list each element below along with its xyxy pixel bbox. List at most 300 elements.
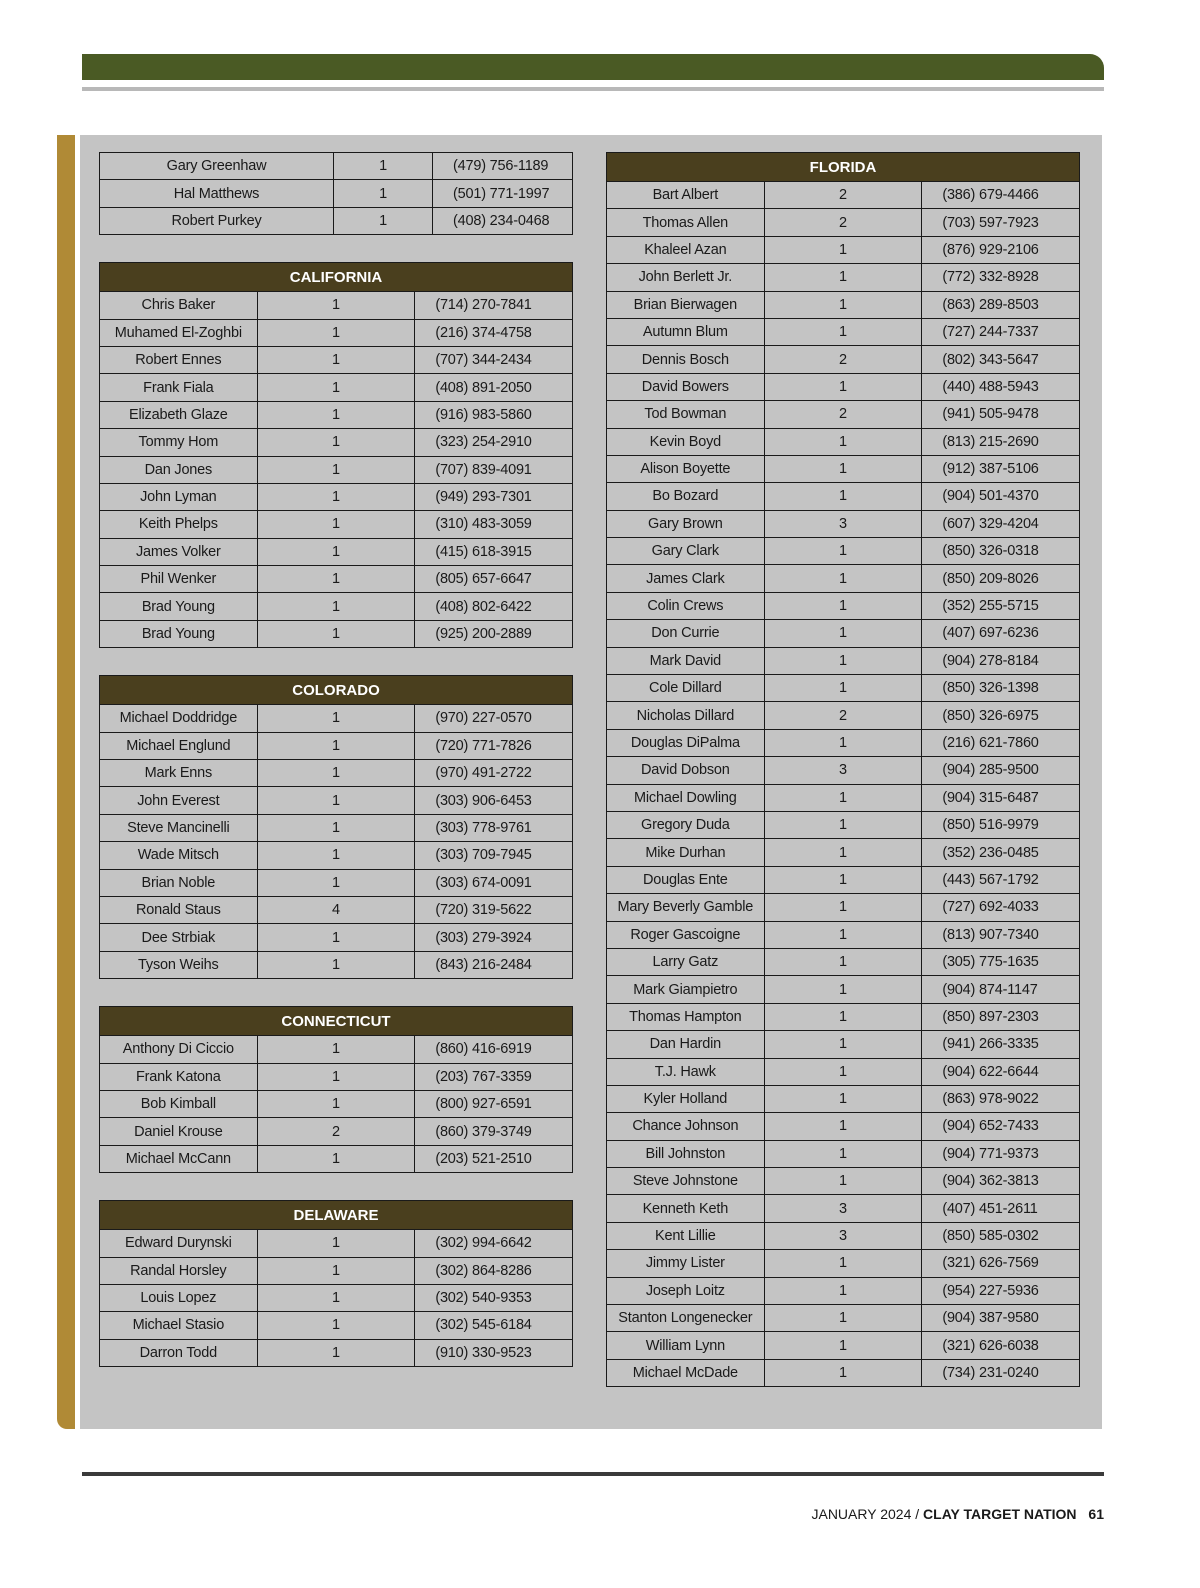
- contact-phone: (734) 231-0240: [922, 1359, 1080, 1386]
- contact-count: 1: [334, 207, 433, 234]
- contact-count: 1: [257, 538, 415, 565]
- contact-count: 1: [764, 811, 922, 838]
- contact-name: Keith Phelps: [100, 511, 258, 538]
- contact-phone: (850) 326-1398: [922, 675, 1080, 702]
- state-header: CALIFORNIA: [100, 263, 573, 292]
- table-row: [607, 318, 1080, 345]
- contact-phone: (904) 501-4370: [922, 483, 1080, 510]
- table-row: [607, 291, 1080, 318]
- table-row: [100, 814, 573, 841]
- contact-phone: (386) 679-4466: [922, 182, 1080, 209]
- table-row: [100, 951, 573, 978]
- contact-name: Dan Hardin: [607, 1031, 765, 1058]
- contact-count: 1: [764, 647, 922, 674]
- table-row: [100, 787, 573, 814]
- contact-phone: (904) 622-6644: [922, 1058, 1080, 1085]
- state-table-florida: [606, 152, 1080, 1387]
- contact-count: 1: [257, 1063, 415, 1090]
- contact-name: Anthony Di Ciccio: [100, 1036, 258, 1063]
- contact-phone: (850) 585-0302: [922, 1222, 1080, 1249]
- contact-phone: (860) 379-3749: [415, 1118, 573, 1145]
- contact-count: 1: [764, 729, 922, 756]
- table-row: [607, 1003, 1080, 1030]
- contact-phone: (904) 652-7433: [922, 1113, 1080, 1140]
- contact-count: 2: [764, 401, 922, 428]
- table-row: [607, 866, 1080, 893]
- contact-count: 1: [764, 1250, 922, 1277]
- contact-name: Douglas Ente: [607, 866, 765, 893]
- contact-phone: (850) 897-2303: [922, 1003, 1080, 1030]
- contact-count: 1: [764, 1332, 922, 1359]
- contact-count: 1: [764, 894, 922, 921]
- table-row: [607, 839, 1080, 866]
- contact-phone: (850) 326-0318: [922, 538, 1080, 565]
- contact-count: 1: [257, 593, 415, 620]
- contact-name: Mary Beverly Gamble: [607, 894, 765, 921]
- contact-count: 1: [764, 236, 922, 263]
- contact-phone: (303) 778-9761: [415, 814, 573, 841]
- contact-name: Michael McCann: [100, 1145, 258, 1172]
- contact-count: 1: [764, 565, 922, 592]
- table-row: [607, 510, 1080, 537]
- contact-phone: (727) 244-7337: [922, 318, 1080, 345]
- contact-phone: (607) 329-4204: [922, 510, 1080, 537]
- contact-phone: (813) 907-7340: [922, 921, 1080, 948]
- contact-phone: (813) 215-2690: [922, 428, 1080, 455]
- contact-name: T.J. Hawk: [607, 1058, 765, 1085]
- contact-name: Robert Purkey: [100, 207, 334, 234]
- table-row: [100, 456, 573, 483]
- table-row: [607, 1168, 1080, 1195]
- table-row: [100, 207, 573, 234]
- table-row: [100, 483, 573, 510]
- contact-name: Kyler Holland: [607, 1085, 765, 1112]
- table-row: [607, 620, 1080, 647]
- contact-phone: (440) 488-5943: [922, 373, 1080, 400]
- contact-name: Randal Horsley: [100, 1257, 258, 1284]
- contact-phone: (707) 839-4091: [415, 456, 573, 483]
- contact-count: 4: [257, 896, 415, 923]
- table-row: [100, 153, 573, 180]
- contact-phone: (904) 874-1147: [922, 976, 1080, 1003]
- contact-count: 1: [257, 346, 415, 373]
- contact-name: John Lyman: [100, 483, 258, 510]
- contact-name: Thomas Allen: [607, 209, 765, 236]
- contact-phone: (303) 709-7945: [415, 842, 573, 869]
- contact-count: 1: [764, 866, 922, 893]
- contact-name: Steve Mancinelli: [100, 814, 258, 841]
- contact-name: Gary Clark: [607, 538, 765, 565]
- table-row: [100, 896, 573, 923]
- table-row: [607, 236, 1080, 263]
- table-row: [100, 869, 573, 896]
- contact-phone: (904) 285-9500: [922, 757, 1080, 784]
- contact-count: 1: [764, 1058, 922, 1085]
- contact-count: 1: [257, 1090, 415, 1117]
- contact-name: Muhamed El-Zoghbi: [100, 319, 258, 346]
- table-row: [607, 1222, 1080, 1249]
- contact-phone: (860) 416-6919: [415, 1036, 573, 1063]
- table-row: [100, 924, 573, 951]
- table-row: [607, 1305, 1080, 1332]
- contact-name: Darron Todd: [100, 1339, 258, 1366]
- contact-name: Dennis Bosch: [607, 346, 765, 373]
- contact-name: Robert Ennes: [100, 346, 258, 373]
- table-row: [100, 842, 573, 869]
- contact-count: 1: [257, 924, 415, 951]
- table-row: [607, 702, 1080, 729]
- contact-count: 3: [764, 1195, 922, 1222]
- contact-phone: (303) 279-3924: [415, 924, 573, 951]
- contact-count: 1: [257, 511, 415, 538]
- contact-name: Gary Greenhaw: [100, 153, 334, 180]
- contact-name: Mark Enns: [100, 760, 258, 787]
- table-row: [607, 1140, 1080, 1167]
- table-row: [607, 264, 1080, 291]
- table-row: [607, 1277, 1080, 1304]
- contact-name: Brian Bierwagen: [607, 291, 765, 318]
- contact-name: Michael Stasio: [100, 1312, 258, 1339]
- contact-phone: (949) 293-7301: [415, 483, 573, 510]
- contact-count: 2: [764, 702, 922, 729]
- contact-count: 1: [764, 1031, 922, 1058]
- contact-name: David Dobson: [607, 757, 765, 784]
- contact-name: Autumn Blum: [607, 318, 765, 345]
- contact-count: 1: [764, 373, 922, 400]
- contact-phone: (303) 906-6453: [415, 787, 573, 814]
- contact-name: Edward Durynski: [100, 1230, 258, 1257]
- contact-name: Dee Strbiak: [100, 924, 258, 951]
- header-color-bar: [82, 54, 1104, 80]
- table-row: [607, 373, 1080, 400]
- contact-count: 1: [257, 566, 415, 593]
- contact-count: 1: [764, 1168, 922, 1195]
- table-row: [607, 1031, 1080, 1058]
- contact-phone: (323) 254-2910: [415, 429, 573, 456]
- contact-phone: (707) 344-2434: [415, 346, 573, 373]
- table-row: [607, 976, 1080, 1003]
- table-row: [607, 1085, 1080, 1112]
- contact-count: 1: [764, 1085, 922, 1112]
- table-row: [607, 1195, 1080, 1222]
- contact-name: Wade Mitsch: [100, 842, 258, 869]
- contact-name: Larry Gatz: [607, 948, 765, 975]
- contact-phone: (310) 483-3059: [415, 511, 573, 538]
- contact-phone: (970) 491-2722: [415, 760, 573, 787]
- contact-name: Gary Brown: [607, 510, 765, 537]
- contact-phone: (216) 621-7860: [922, 729, 1080, 756]
- contact-count: 1: [764, 620, 922, 647]
- state-table-delaware: [99, 1200, 573, 1367]
- side-accent-strip: [57, 135, 75, 1429]
- table-row: [100, 1063, 573, 1090]
- contact-count: 1: [257, 1257, 415, 1284]
- table-row: [100, 732, 573, 759]
- contact-name: Dan Jones: [100, 456, 258, 483]
- table-row: [100, 705, 573, 732]
- table-row: [607, 346, 1080, 373]
- table-row: [607, 675, 1080, 702]
- contact-name: Michael Englund: [100, 732, 258, 759]
- table-row: [607, 565, 1080, 592]
- contact-phone: (352) 236-0485: [922, 839, 1080, 866]
- contact-name: Louis Lopez: [100, 1284, 258, 1311]
- state-header: DELAWARE: [100, 1201, 573, 1230]
- contact-phone: (720) 771-7826: [415, 732, 573, 759]
- contact-phone: (302) 994-6642: [415, 1230, 573, 1257]
- contact-phone: (203) 767-3359: [415, 1063, 573, 1090]
- contact-phone: (501) 771-1997: [433, 180, 573, 207]
- contact-count: 3: [764, 510, 922, 537]
- table-row: [100, 319, 573, 346]
- contact-count: 1: [764, 538, 922, 565]
- state-header: COLORADO: [100, 676, 573, 705]
- contact-phone: (916) 983-5860: [415, 401, 573, 428]
- contact-phone: (850) 326-6975: [922, 702, 1080, 729]
- contact-count: 1: [257, 456, 415, 483]
- contact-phone: (904) 362-3813: [922, 1168, 1080, 1195]
- contact-count: 1: [257, 620, 415, 647]
- contact-count: 1: [257, 1036, 415, 1063]
- contact-phone: (805) 657-6647: [415, 566, 573, 593]
- table-row: [607, 1359, 1080, 1386]
- contact-phone: (408) 802-6422: [415, 593, 573, 620]
- table-row: [607, 209, 1080, 236]
- contact-phone: (912) 387-5106: [922, 455, 1080, 482]
- contact-phone: (802) 343-5647: [922, 346, 1080, 373]
- table-row: [100, 1036, 573, 1063]
- table-row: [100, 566, 573, 593]
- contact-name: John Berlett Jr.: [607, 264, 765, 291]
- contact-phone: (850) 209-8026: [922, 565, 1080, 592]
- table-row: [607, 538, 1080, 565]
- contact-phone: (876) 929-2106: [922, 236, 1080, 263]
- contact-count: 1: [764, 1003, 922, 1030]
- table-row: [607, 729, 1080, 756]
- contact-phone: (302) 864-8286: [415, 1257, 573, 1284]
- contact-phone: (407) 697-6236: [922, 620, 1080, 647]
- contact-phone: (302) 545-6184: [415, 1312, 573, 1339]
- table-row: [607, 401, 1080, 428]
- header-rule: [82, 87, 1104, 91]
- contact-count: 2: [764, 182, 922, 209]
- contact-name: Mark Giampietro: [607, 976, 765, 1003]
- contact-count: 3: [764, 1222, 922, 1249]
- contact-count: 1: [764, 428, 922, 455]
- contact-count: 1: [257, 951, 415, 978]
- table-row: [100, 1284, 573, 1311]
- contact-phone: (941) 505-9478: [922, 401, 1080, 428]
- contact-phone: (720) 319-5622: [415, 896, 573, 923]
- contact-name: David Bowers: [607, 373, 765, 400]
- contact-count: 1: [257, 1339, 415, 1366]
- contact-phone: (703) 597-7923: [922, 209, 1080, 236]
- table-row: [100, 593, 573, 620]
- contact-count: 1: [764, 455, 922, 482]
- contact-phone: (352) 255-5715: [922, 592, 1080, 619]
- contact-name: Gregory Duda: [607, 811, 765, 838]
- contact-name: Bill Johnston: [607, 1140, 765, 1167]
- state-table-continued: [99, 152, 573, 235]
- contact-name: Don Currie: [607, 620, 765, 647]
- contact-name: Phil Wenker: [100, 566, 258, 593]
- contact-name: Colin Crews: [607, 592, 765, 619]
- table-row: [607, 921, 1080, 948]
- table-row: [100, 1145, 573, 1172]
- contact-phone: (216) 374-4758: [415, 319, 573, 346]
- page-number: 61: [1088, 1506, 1104, 1522]
- contact-name: Mike Durhan: [607, 839, 765, 866]
- contact-count: 1: [257, 1312, 415, 1339]
- contact-phone: (843) 216-2484: [415, 951, 573, 978]
- table-row: [100, 346, 573, 373]
- contact-phone: (408) 234-0468: [433, 207, 573, 234]
- contact-count: 1: [257, 483, 415, 510]
- footer-publication: CLAY TARGET NATION: [923, 1506, 1077, 1522]
- contact-count: 1: [257, 760, 415, 787]
- contact-name: Mark David: [607, 647, 765, 674]
- contact-count: 1: [257, 1230, 415, 1257]
- contact-name: Ronald Staus: [100, 896, 258, 923]
- contact-phone: (479) 756-1189: [433, 153, 573, 180]
- contact-count: 1: [764, 839, 922, 866]
- contact-count: 1: [764, 921, 922, 948]
- contact-name: Jimmy Lister: [607, 1250, 765, 1277]
- contact-phone: (303) 674-0091: [415, 869, 573, 896]
- contact-name: Nicholas Dillard: [607, 702, 765, 729]
- contact-name: Hal Matthews: [100, 180, 334, 207]
- contact-name: Douglas DiPalma: [607, 729, 765, 756]
- contact-name: Kevin Boyd: [607, 428, 765, 455]
- contact-name: Steve Johnstone: [607, 1168, 765, 1195]
- contact-phone: (203) 521-2510: [415, 1145, 573, 1172]
- contact-count: 1: [257, 429, 415, 456]
- contact-count: 1: [764, 1359, 922, 1386]
- contact-name: Tod Bowman: [607, 401, 765, 428]
- contact-phone: (904) 387-9580: [922, 1305, 1080, 1332]
- contact-count: 1: [257, 319, 415, 346]
- table-row: [607, 428, 1080, 455]
- contact-name: Chris Baker: [100, 292, 258, 319]
- table-row: [100, 1230, 573, 1257]
- contact-name: Michael Dowling: [607, 784, 765, 811]
- section-gap: [99, 235, 573, 262]
- contact-name: Cole Dillard: [607, 675, 765, 702]
- contact-name: Khaleel Azan: [607, 236, 765, 263]
- contact-name: Michael Doddridge: [100, 705, 258, 732]
- state-header: FLORIDA: [607, 153, 1080, 182]
- contact-phone: (408) 891-2050: [415, 374, 573, 401]
- table-row: [607, 483, 1080, 510]
- contact-name: Stanton Longenecker: [607, 1305, 765, 1332]
- table-row: [100, 401, 573, 428]
- contact-count: 1: [257, 814, 415, 841]
- table-row: [607, 1058, 1080, 1085]
- state-header: CONNECTICUT: [100, 1007, 573, 1036]
- contact-count: 1: [764, 1277, 922, 1304]
- contact-count: 1: [764, 1305, 922, 1332]
- footer-issue: JANUARY 2024 /: [811, 1506, 920, 1522]
- contact-phone: (800) 927-6591: [415, 1090, 573, 1117]
- contact-phone: (863) 289-8503: [922, 291, 1080, 318]
- contact-name: James Clark: [607, 565, 765, 592]
- contact-phone: (910) 330-9523: [415, 1339, 573, 1366]
- contact-count: 1: [764, 318, 922, 345]
- contact-phone: (302) 540-9353: [415, 1284, 573, 1311]
- contact-count: 2: [764, 346, 922, 373]
- contact-phone: (850) 516-9979: [922, 811, 1080, 838]
- state-table-connecticut: [99, 1006, 573, 1173]
- table-row: [607, 894, 1080, 921]
- contact-count: 1: [764, 784, 922, 811]
- contact-count: 3: [764, 757, 922, 784]
- contact-count: 1: [257, 1145, 415, 1172]
- table-row: [100, 429, 573, 456]
- table-row: [100, 538, 573, 565]
- page-footer: [811, 1506, 1104, 1522]
- table-row: [607, 182, 1080, 209]
- table-row: [607, 784, 1080, 811]
- table-row: [607, 948, 1080, 975]
- right-column: [606, 152, 1080, 1387]
- contact-count: 1: [257, 732, 415, 759]
- contact-phone: (904) 771-9373: [922, 1140, 1080, 1167]
- contact-phone: (305) 775-1635: [922, 948, 1080, 975]
- contact-count: 1: [764, 1140, 922, 1167]
- table-row: [607, 757, 1080, 784]
- table-row: [100, 1118, 573, 1145]
- table-row: [100, 1257, 573, 1284]
- contact-phone: (970) 227-0570: [415, 705, 573, 732]
- contact-count: 1: [257, 401, 415, 428]
- contact-count: 1: [764, 1113, 922, 1140]
- contact-name: Bo Bozard: [607, 483, 765, 510]
- table-row: [100, 1339, 573, 1366]
- contact-name: Chance Johnson: [607, 1113, 765, 1140]
- contact-phone: (772) 332-8928: [922, 264, 1080, 291]
- contact-name: Frank Katona: [100, 1063, 258, 1090]
- contact-phone: (727) 692-4033: [922, 894, 1080, 921]
- contact-phone: (941) 266-3335: [922, 1031, 1080, 1058]
- contact-count: 1: [334, 153, 433, 180]
- contact-name: Brad Young: [100, 593, 258, 620]
- contact-phone: (925) 200-2889: [415, 620, 573, 647]
- contact-name: Bob Kimball: [100, 1090, 258, 1117]
- contact-phone: (443) 567-1792: [922, 866, 1080, 893]
- contact-count: 1: [764, 948, 922, 975]
- contact-phone: (904) 315-6487: [922, 784, 1080, 811]
- state-table-california: [99, 262, 573, 648]
- contact-name: John Everest: [100, 787, 258, 814]
- table-row: [100, 511, 573, 538]
- contact-phone: (321) 626-7569: [922, 1250, 1080, 1277]
- contact-phone: (954) 227-5936: [922, 1277, 1080, 1304]
- contact-count: 1: [764, 675, 922, 702]
- contact-phone: (714) 270-7841: [415, 292, 573, 319]
- footer-rule: [82, 1472, 1104, 1476]
- table-row: [607, 647, 1080, 674]
- section-gap: [99, 979, 573, 1006]
- contact-count: 1: [764, 291, 922, 318]
- table-row: [607, 592, 1080, 619]
- contact-name: Brad Young: [100, 620, 258, 647]
- state-table-colorado: [99, 675, 573, 979]
- contact-name: Roger Gascoigne: [607, 921, 765, 948]
- contact-name: Elizabeth Glaze: [100, 401, 258, 428]
- table-row: [607, 1250, 1080, 1277]
- contact-name: Joseph Loitz: [607, 1277, 765, 1304]
- contact-count: 1: [334, 180, 433, 207]
